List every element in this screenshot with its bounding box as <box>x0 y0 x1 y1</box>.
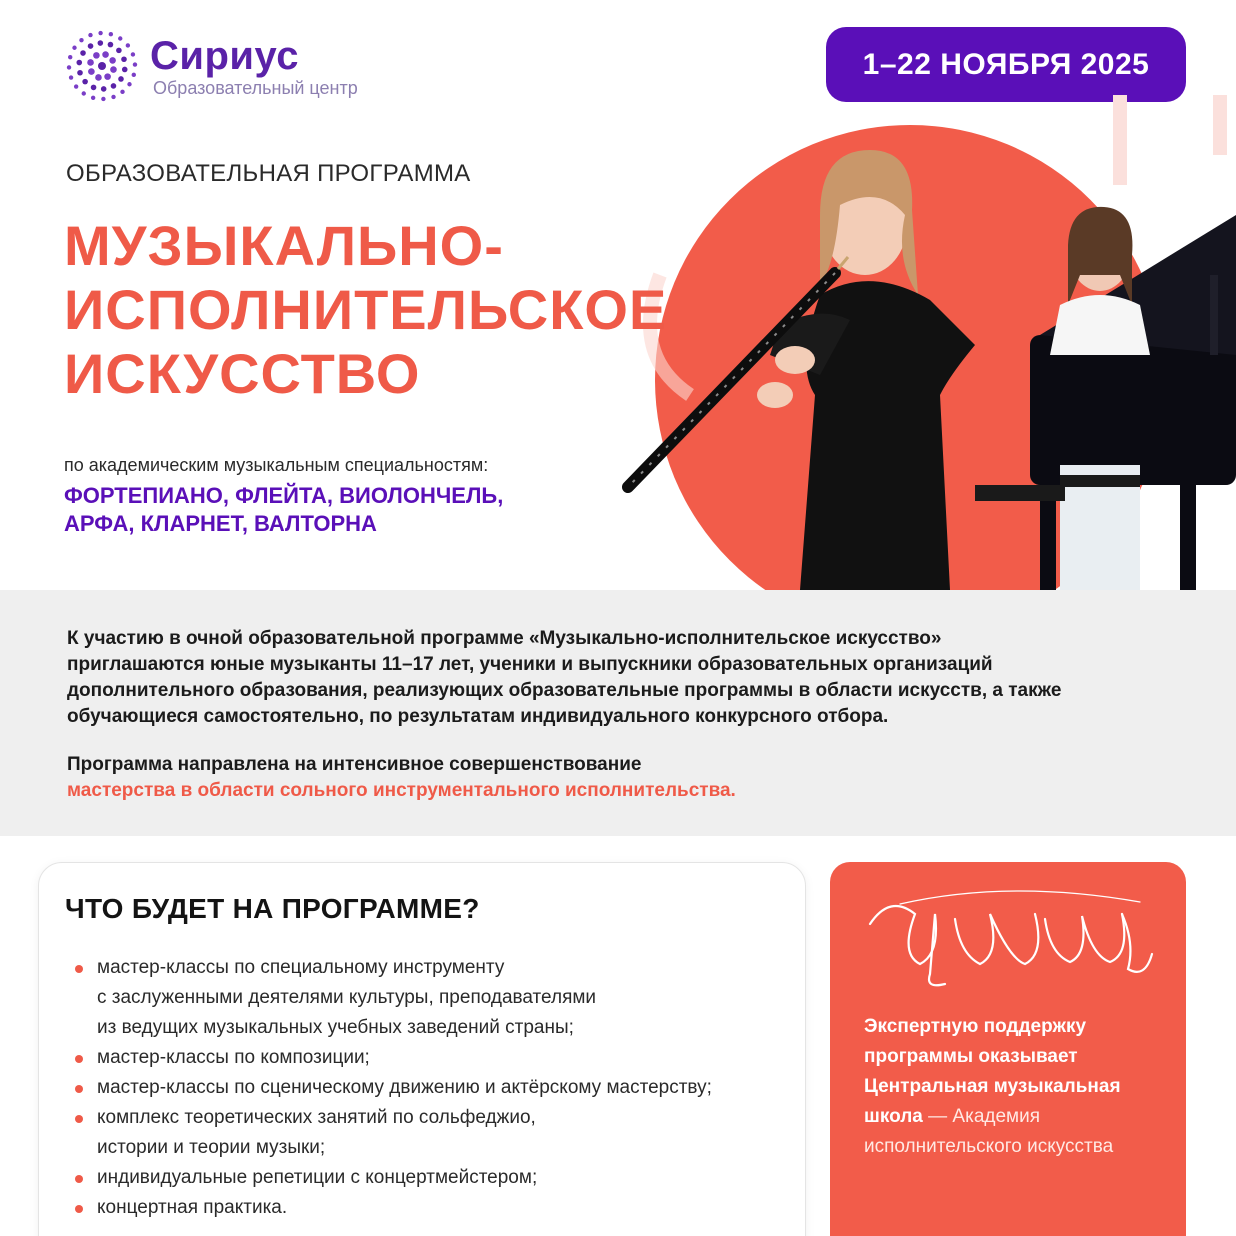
logo-dot <box>82 91 86 95</box>
list-item <box>75 1073 795 1103</box>
list-item <box>75 1043 795 1073</box>
specialties-line: АРФА, КЛАРНЕТ, ВАЛТОРНА <box>64 511 377 536</box>
list-item <box>75 1103 795 1163</box>
logo-dot <box>126 43 130 47</box>
list-item-line: мастер-классы по сценическому движению и актёрскому мастерству; <box>97 1077 712 1098</box>
logo-dot <box>122 67 128 73</box>
logo-dot <box>102 51 109 58</box>
program-card <box>38 862 806 1236</box>
logo-dot <box>111 83 117 89</box>
logo-dot <box>69 75 73 79</box>
logo-dot <box>118 76 124 82</box>
list-item-line: истории и теории музыки; <box>97 1137 326 1158</box>
list-item-line: концертная практика. <box>97 1197 288 1218</box>
logo-dot <box>79 38 83 42</box>
logo-dot <box>88 68 95 75</box>
list-item <box>75 1163 795 1193</box>
logo-dot <box>133 62 137 66</box>
logo-dot <box>77 70 83 76</box>
logo-dot <box>91 96 95 100</box>
program-card-title: ЧТО БУДЕТ НА ПРОГРАММЕ? <box>65 893 480 924</box>
logo-dot <box>108 42 114 48</box>
logo-dot <box>109 57 116 64</box>
logo-dot <box>76 60 82 66</box>
specialties-list <box>64 482 503 538</box>
logo-dot <box>104 73 111 80</box>
brand-subtitle: Образовательный центр <box>153 78 358 98</box>
sirius-logo <box>62 26 402 106</box>
logo-dot <box>131 52 135 56</box>
logo-dot <box>109 32 113 36</box>
logo-dot <box>93 52 100 59</box>
brand-name: Сириус <box>150 34 299 78</box>
goal-lead: Программа направлена на интенсивное совершенствование <box>67 754 642 775</box>
date-badge: 1–22 НОЯБРЯ 2025 <box>826 27 1186 102</box>
logo-dot <box>67 65 71 69</box>
title-line: МУЗЫКАЛЬНО- <box>64 214 504 277</box>
logo-dot <box>98 62 106 70</box>
list-item-line: индивидуальные репетиции с концертмейстером; <box>97 1167 538 1188</box>
logo-dot <box>68 55 72 59</box>
specialties-line: ФОРТЕПИАНО, ФЛЕЙТА, ВИОЛОНЧЕЛЬ, <box>64 483 504 508</box>
participation-paragraph: К участию в очной образовательной программе «Музыкально-исполнительское искусство» приглашаются юные музыканты 11–17 лет, ученики и выпускники образовательных организаций дополнительного образования, реализующих образовательные программы в области искусств, а также обучающиеся самостоятельно, по результатам индивидуального конкурсного отбора. <box>67 628 1062 727</box>
list-item <box>75 953 795 1043</box>
program-list <box>75 953 795 1223</box>
list-item-line: с заслуженными деятелями культуры, преподавателями <box>97 987 597 1008</box>
expert-card <box>830 862 1186 1236</box>
logo-dot <box>101 86 107 92</box>
logo-dot <box>127 82 131 86</box>
logo-dot <box>72 46 76 50</box>
logo-dot <box>80 50 86 56</box>
logo-dot <box>101 97 105 101</box>
logo-dot <box>116 48 122 54</box>
goal-paragraph <box>67 752 967 804</box>
logo-dot <box>120 90 124 94</box>
logo-dot <box>132 73 136 77</box>
title-line: ИСКУССТВО <box>64 342 421 405</box>
list-item-line: мастер-классы по специальному инструменту <box>97 957 505 978</box>
expert-text <box>864 1012 1164 1162</box>
logo-dot <box>95 74 102 81</box>
title-line: ИСПОЛНИТЕЛЬСКОЕ <box>64 278 668 341</box>
logo-dot <box>91 85 97 91</box>
goal-accent: мастерства в области сольного инструментального исполнительства. <box>67 780 736 801</box>
info-band <box>0 590 1236 836</box>
expert-text-bold: Экспертную поддержку программы оказывает Центральная музыкальная школа <box>864 1016 1121 1127</box>
list-item <box>75 1193 795 1223</box>
logo-dot <box>98 40 104 46</box>
list-item-line: мастер-классы по композиции; <box>97 1047 370 1068</box>
logo-dot <box>87 59 94 66</box>
logo-dot <box>82 79 88 85</box>
list-item-line: комплекс теоретических занятий по сольфеджио, <box>97 1107 536 1128</box>
cmsh-logo <box>860 884 1160 994</box>
program-kicker: ОБРАЗОВАТЕЛЬНАЯ ПРОГРАММА <box>66 160 471 187</box>
program-title <box>64 214 667 406</box>
expert-text-regular: — Академия исполнительского искусства <box>864 1106 1114 1157</box>
logo-dot <box>111 95 115 99</box>
logo-dot <box>121 56 127 62</box>
logo-dot <box>74 84 78 88</box>
specialties-intro: по академическим музыкальным специальностям: <box>64 455 489 475</box>
list-item-line: из ведущих музыкальных учебных заведений страны; <box>97 1017 574 1038</box>
logo-dot <box>98 31 102 35</box>
logo-dot <box>110 66 117 73</box>
logo-dot <box>88 43 94 49</box>
logo-dot <box>118 36 122 40</box>
dots-logo-icon <box>62 26 142 106</box>
logo-dot <box>88 33 92 37</box>
